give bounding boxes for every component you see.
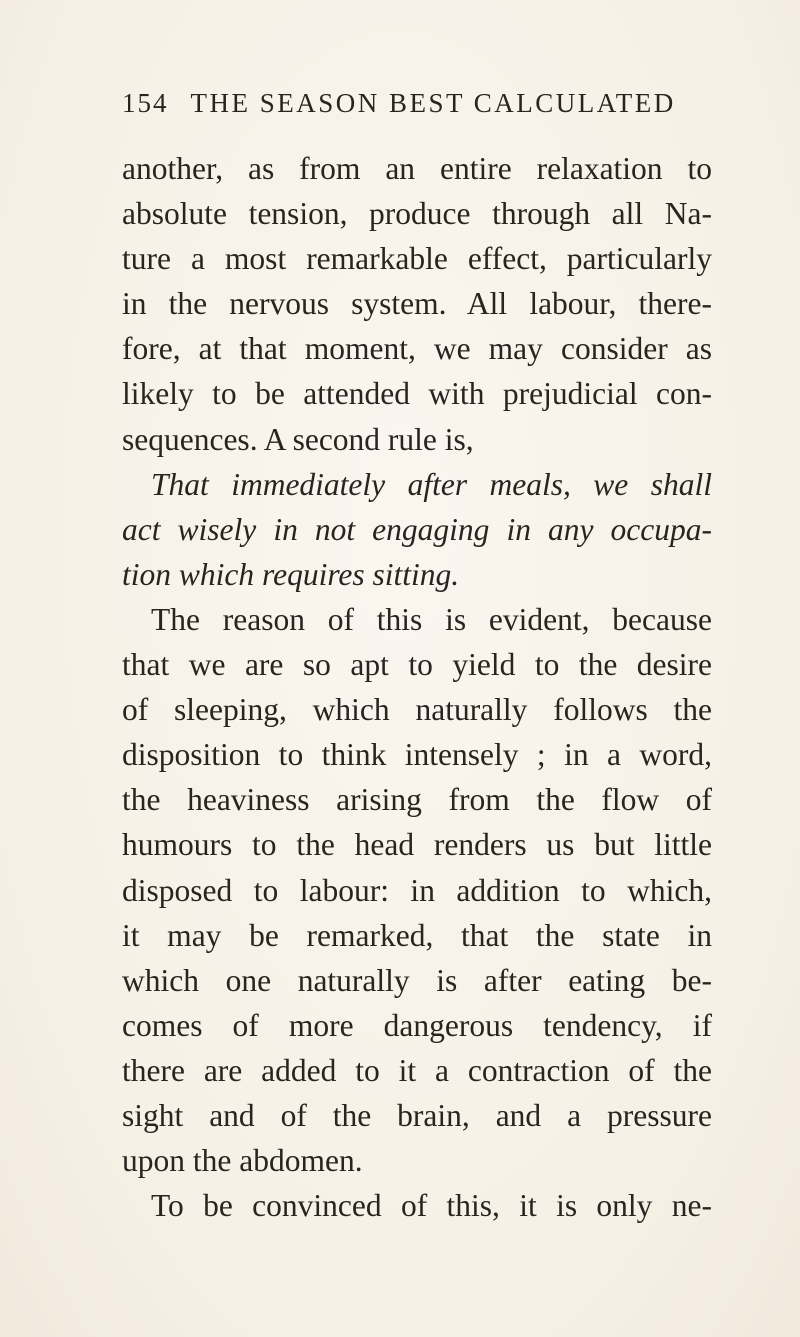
text-line: The reason of this is evident, because	[151, 601, 712, 637]
italic-rule-line: That immediately after meals, we shall	[151, 466, 712, 502]
italic-rule-line: act wisely in not engaging in any occupa-	[122, 511, 712, 547]
text-line: that we are so apt to yield to the desire	[122, 647, 712, 683]
text-line: To be convinced of this, it is only ne-	[151, 1188, 712, 1224]
text-line: the heaviness arising from the flow of	[122, 782, 712, 818]
text-line: sight and of the brain, and a pressure	[122, 1097, 712, 1133]
page-header	[122, 88, 682, 128]
text-line: of sleeping, which naturally follows the	[122, 692, 712, 728]
text-line: humours to the head renders us but little	[122, 827, 712, 863]
text-line: there are added to it a contraction of the	[122, 1052, 712, 1088]
text-line: in the nervous system. All labour, there-	[122, 286, 712, 322]
text-line: ture a most remarkable effect, particularly	[122, 241, 712, 277]
text-line: sequences. A second rule is,	[122, 421, 474, 457]
text-line: which one naturally is after eating be-	[122, 962, 712, 998]
text-line: fore, at that moment, we may consider as	[122, 331, 712, 367]
text-line: disposed to labour: in addition to which,	[122, 872, 712, 908]
text-line: likely to be attended with prejudicial con-	[122, 376, 712, 412]
text-line: absolute tension, produce through all Na-	[122, 196, 712, 232]
text-line: comes of more dangerous tendency, if	[122, 1007, 712, 1043]
body-text	[122, 146, 712, 1228]
text-line: another, as from an entire relaxation to	[122, 151, 712, 186]
text-line: upon the abdomen.	[122, 1143, 363, 1179]
page-number: 154	[122, 88, 169, 118]
italic-rule-line: tion which requires sitting.	[122, 556, 460, 592]
text-line: it may be remarked, that the state in	[122, 917, 712, 953]
text-line: disposition to think intensely ; in a word,	[122, 737, 712, 773]
running-title: THE SEASON BEST CALCULATED	[190, 88, 676, 118]
